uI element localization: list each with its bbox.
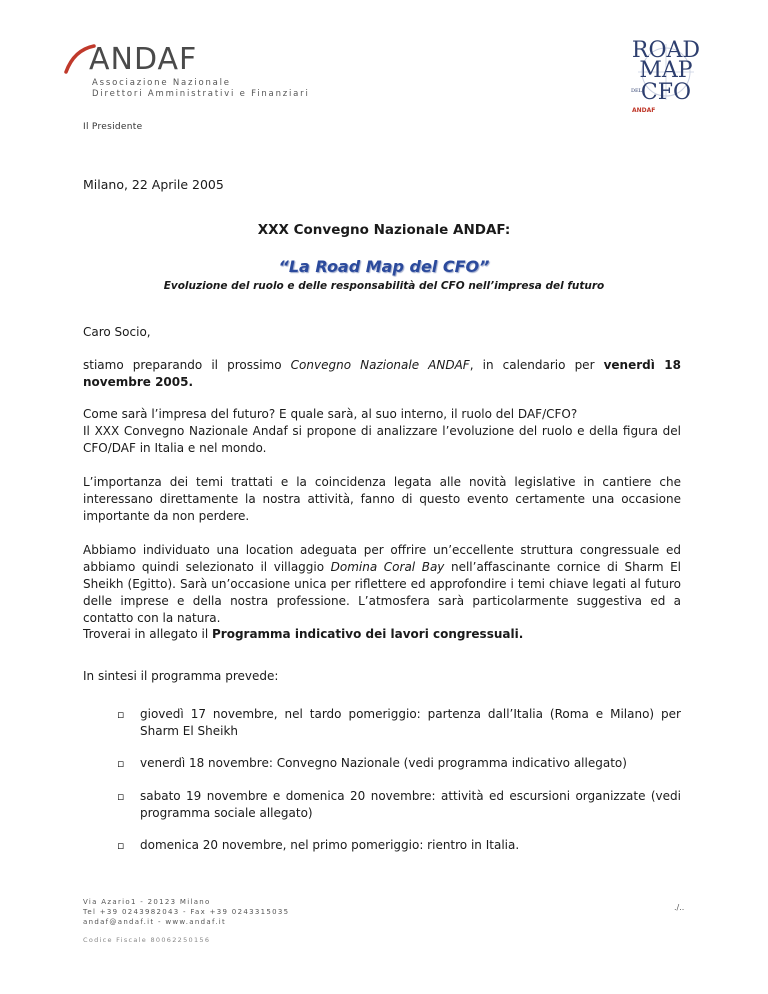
paragraph-5: Troverai in allegato il Programma indicativo dei lavori congressuali. [83,627,524,641]
roadmap-footer: ANDAF [632,107,656,114]
paragraph-1: stiamo preparando il prossimo Convegno Nazionale ANDAF, in calendario per venerdì 18 novembre 2005. [83,358,681,389]
paragraph-2: Come sarà l’impresa del futuro? E quale sarà, al suo interno, il ruolo del DAF/CFO? Il XXX Convegno Nazionale Andaf si propone di analizzare l’evoluzione del ruolo e della figura del CFO/DAF in Italia e nel mondo. [83,407,681,455]
roadmap-word-map: MAP [639,58,693,83]
continuation-mark: ./.. [674,903,685,912]
paragraph-3: L’importanza dei temi trattati e la coincidenza legata alle novità legislative in cantiere che interessano direttamente la nostra attività, fanno di questo evento certamente una occasione importante da non perdere. [83,475,681,523]
logo-wordmark: ANDAF [89,42,198,77]
logo-subtitle-2: Direttori Amministrativi e Finanziari [92,89,310,99]
president-label: Il Presidente [83,122,143,132]
event-tagline: Evoluzione del ruolo e delle responsabilità del CFO nell’impresa del futuro [163,280,605,292]
greeting: Caro Socio, [83,325,151,339]
andaf-logo [64,42,310,102]
paragraph-6: In sintesi il programma prevede: [83,669,279,683]
paragraph-4: Abbiamo individuato una location adeguata per offrire un’eccellente struttura congressuale ed abbiamo quindi selezionato il villaggio Domina Coral Bay nell’affascinante cornice di Sharm El Sheikh (Egitto). Sarà un’occasione unica per riflettere ed approfondire i temi chiave legati al futuro delle imprese e della nostra professione. L’atmosfera sarà particolarmente suggestiva ed a contatto con la natura. [83,543,681,625]
bullet-icon: ▫ [117,757,125,770]
tax-code: Codice Fiscale 80062250156 [83,936,211,944]
bullet-icon: ▫ [117,839,125,852]
bullet-icon: ▫ [117,790,125,803]
letter-date: Milano, 22 Aprile 2005 [83,177,224,192]
bullet-icon: ▫ [117,708,125,721]
roadmap-logo [618,38,714,118]
footer-address: Via Azario1 - 20123 Milano Tel +39 0243982043 - Fax +39 0243315035 andaf@andaf.it - www.andaf.it Codice Fiscale 80062250156 [83,898,290,944]
logo-subtitle-1: Associazione Nazionale [92,78,231,88]
event-title: XXX Convegno Nazionale ANDAF: [257,222,511,238]
event-subtitle: “La Road Map del CFO” [278,257,490,276]
roadmap-word-del: DEL [631,88,642,94]
roadmap-word-cfo: CFO [640,80,692,105]
roadmap-word-road: ROAD [631,38,701,63]
